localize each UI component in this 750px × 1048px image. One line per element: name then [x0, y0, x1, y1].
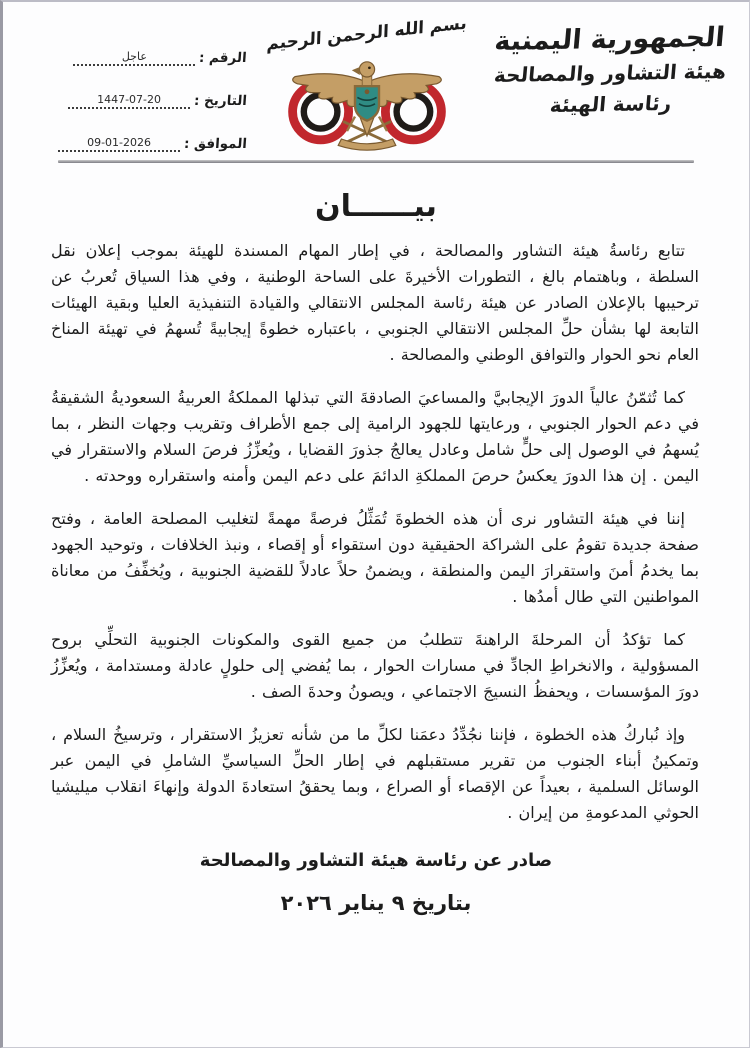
- statement-footer: [3, 850, 749, 915]
- statement-body: [3, 189, 749, 826]
- eagle-beak: [352, 67, 360, 75]
- paragraph-1: تتابع رئاسةُ هيئة التشاور والمصالحة ، في إطار المهام المسندة للهيئة بموجب إعلان نقل السلطة ، وباهتمام بالغ ، التطورات الأخيرةَ على الساحة الوطنية ، وفي هذا السياق تُعربُ عن ترحيبها بالإعلان الصادر عن هيئة رئاسة المجلس الانتقالي والقيادة التنفيذية العليا وبقية الهيئات التابعة لها بشأن حلِّ المجلس الانتقالي الجنوبي ، باعتباره خطوةً إيجابيةً تُسهمُ في تهيئة المناخ العام نحو الحوار والتوافق الوطني والمصالحة .: [51, 241, 699, 364]
- paragraph-2: كما تُثمّنُ عالياً الدورَ الإيجابيَّ والمساعيَ الصادقةَ التي تبذلها المملكةُ العربيةُ السعوديةُ الشقيقةُ في دعم الحوار الجنوبي ، ورعايتها للجهود الرامية إلى جمع الأطراف وتقريب وجهات النظر ، بما يُسهمُ في الوصول إلى حلٍّ شامل وعادل يعالجُ جذورَ القضايا ، ويُعزِّزُ فرصَ السلام والاستقرار في اليمن . إن هذا الدورَ يعكسُ حرصَ المملكةِ الدائمَ على دعم اليمن وأمنه واستقراره ووحدته .: [51, 388, 699, 485]
- org-line-commission: هيئة التشاور والمصالحة: [493, 59, 728, 88]
- org-title-block: [480, 12, 740, 123]
- statement-title: بيــــــان: [315, 189, 437, 224]
- statement-paragraphs: [3, 238, 749, 826]
- org-line-presidency: رئاسة الهيئة: [548, 91, 673, 118]
- hijri-date-field-label: التاريخ :: [193, 93, 248, 109]
- hijri-date-value: 1447-07-20: [97, 93, 162, 106]
- eagle-head: [359, 62, 374, 77]
- gregorian-date-dotted-line: [58, 132, 180, 152]
- number-field-value: عاجل: [121, 50, 147, 63]
- coffee-plant: [365, 89, 370, 94]
- issue-date-line: بتاريخ ٩ يناير ٢٠٢٦: [280, 891, 472, 915]
- field-row-gregorian-date: [21, 130, 247, 152]
- document-header: [3, 2, 749, 154]
- field-row-number: [21, 44, 247, 66]
- issued-by-line: صادر عن رئاسة هيئة التشاور والمصالحة: [199, 850, 553, 871]
- eagle-eye: [368, 66, 371, 69]
- paragraph-3: إننا في هيئة التشاور نرى أن هذه الخطوةَ تُمَثِّلُ فرصةً مهمةً لتغليب المصلحة العامة ، وفتح صفحة جديدة تقومُ على الشراكة الحقيقية دون استقواء أو إقصاء ، ونبذ الخلافات ، وتوحيد الجهود بما يخدمُ أمنَ واستقرارَ اليمن والمنطقة ، ويضمنُ حلاً عادلاً للقضية الجنوبية ، ويُخفِّفُ من معاناة المواطنين التي طال أمدُها .: [51, 509, 699, 606]
- paragraph-5: وإذ نُباركُ هذه الخطوة ، فإننا نجُدِّدُ دعمَنا لكلِّ ما من شأنه تعزيزُ الاستقرار ، وترسيخُ السلام ، وتمكينُ أبناء الجنوب من تقرير مستقبلهم في إطار الحلِّ السياسيِّ الشاملِ في اليمن عبر الوسائل السلمية ، بعيداً عن الإقصاء أو الصراع ، وبما يحققُ استعادةَ الدولة وإنهاءَ انقلاب ميليشيا الحوثي المدعومةِ من إيران .: [51, 725, 699, 822]
- reference-fields: [21, 14, 253, 173]
- org-line-country: الجمهورية اليمنية: [493, 21, 726, 58]
- number-field-dotted-line: [73, 46, 195, 66]
- scroll-banner: [338, 139, 396, 150]
- paragraph-4: كما تؤكدُ أن المرحلةَ الراهنةَ تتطلبُ من جميع القوى والمكونات الجنوبية التحلِّي بروح المسؤولية ، والانخراطِ الجادِّ في مسارات الحوار ، بما يُفضي إلى حلولٍ عادلة ومستدامة ، ويُعزِّزُ دورَ المؤسسات ، ويحفظُ النسيجَ الاجتماعي ، ويصونُ وحدةَ الصف .: [51, 630, 699, 701]
- gregorian-date-value: 09-01-2026: [87, 136, 152, 149]
- hijri-date-dotted-line: [68, 89, 190, 109]
- emblem-block: [267, 14, 467, 152]
- gregorian-date-field-label: الموافق :: [183, 136, 248, 152]
- field-row-hijri-date: [21, 87, 247, 109]
- yemen-coat-of-arms-icon: [279, 46, 455, 152]
- number-field-label: الرقم :: [198, 50, 248, 66]
- bismillah-calligraphy: بسم الله الرحمن الرحيم: [265, 13, 467, 55]
